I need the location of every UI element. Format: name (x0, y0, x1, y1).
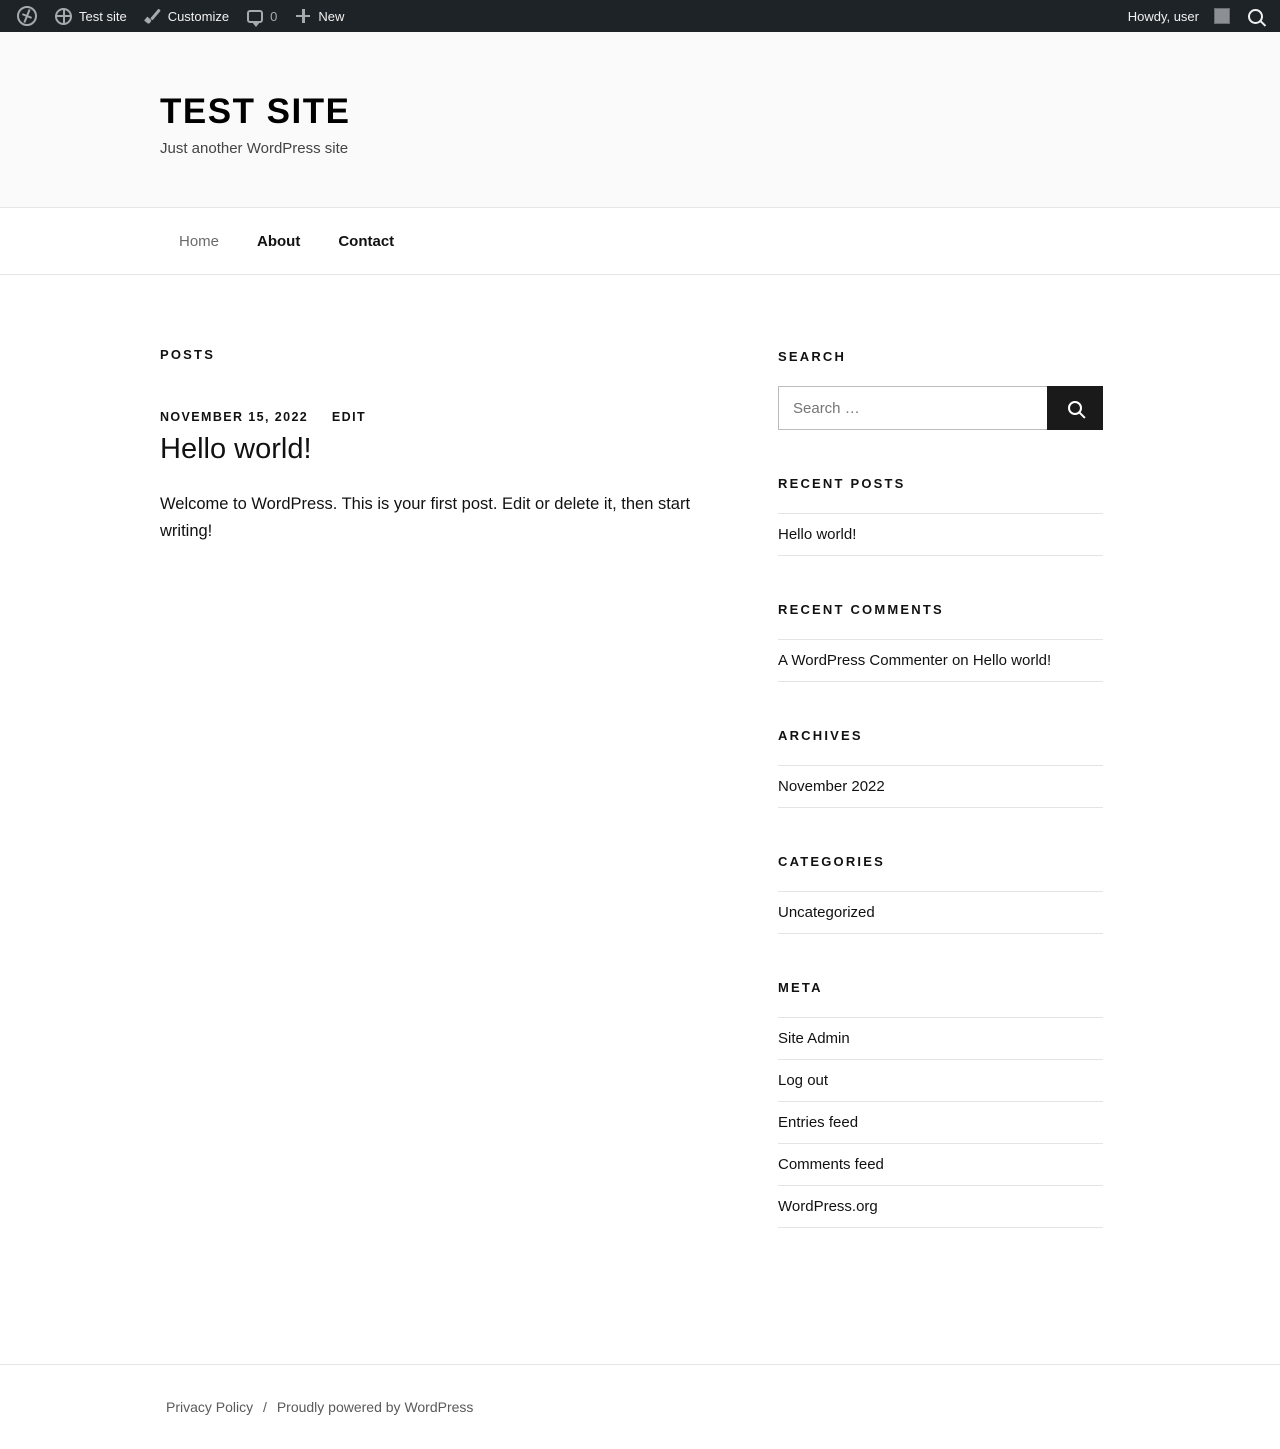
widget-title-recent-posts: RECENT POSTS (778, 476, 906, 491)
widget-search (778, 349, 1103, 430)
page-title[interactable]: TEST SITE (160, 92, 351, 131)
adminbar-customize-label: Customize (167, 8, 230, 24)
site-description: Just another WordPress site (160, 140, 349, 157)
site-footer (0, 1364, 1280, 1449)
comment-on-word: on (951, 652, 969, 669)
avatar (1214, 8, 1230, 24)
nav-link-about[interactable]: About (257, 233, 301, 250)
content-area (0, 275, 1280, 1364)
widget-title-categories: CATEGORIES (778, 854, 885, 869)
post-content (160, 491, 730, 544)
search-form (778, 386, 1103, 430)
list-item[interactable] (778, 1102, 1103, 1144)
adminbar-right-group (1119, 0, 1272, 32)
adminbar-new-label: New (318, 8, 345, 24)
sidebar (778, 347, 1103, 1274)
wordpress-logo-icon (17, 6, 37, 26)
nav-link-contact[interactable]: Contact (338, 233, 395, 250)
plus-icon (295, 8, 311, 24)
brush-icon (145, 8, 161, 24)
nav-item-about[interactable] (238, 225, 319, 258)
adminbar-search[interactable] (1239, 0, 1272, 32)
list-item (778, 639, 1103, 682)
admin-bar (0, 0, 1280, 32)
list-item[interactable] (778, 1060, 1103, 1102)
posts-section-label: POSTS (160, 347, 216, 362)
post-article (160, 410, 730, 544)
search-input[interactable] (778, 386, 1047, 430)
comment-count: 0 (270, 8, 278, 24)
recent-posts-list (778, 513, 1103, 556)
meta-link-site-admin[interactable]: Site Admin (778, 1030, 850, 1047)
howdy-label: Howdy, user (1127, 8, 1199, 24)
list-item[interactable] (778, 1144, 1103, 1186)
site-header (0, 32, 1280, 208)
adminbar-my-account[interactable] (1119, 0, 1239, 32)
post-title[interactable]: Hello world! (160, 433, 312, 465)
list-item[interactable] (778, 1186, 1103, 1228)
archives-list (778, 765, 1103, 808)
meta-link-entries-feed[interactable]: Entries feed (778, 1114, 859, 1131)
list-item[interactable] (778, 1017, 1103, 1060)
footer-credits (166, 1399, 1120, 1415)
primary-navigation (0, 208, 1280, 275)
post-date-link[interactable]: NOVEMBER 15, 2022 (160, 410, 309, 424)
comment-icon (247, 10, 263, 23)
post-excerpt: Welcome to WordPress. This is your first post. Edit or delete it, then start writing! (160, 494, 691, 540)
meta-link-log-out[interactable]: Log out (778, 1072, 829, 1089)
search-button[interactable] (1047, 386, 1103, 430)
list-item[interactable] (778, 891, 1103, 934)
meta-list (778, 1017, 1103, 1228)
comment-author[interactable]: A WordPress Commenter (778, 652, 948, 669)
adminbar-customize[interactable] (136, 0, 238, 32)
comment-post-link[interactable]: Hello world! (972, 652, 1052, 669)
footer-separator: / (263, 1399, 267, 1415)
wp-logo-menu[interactable] (8, 0, 46, 32)
list-item[interactable] (778, 765, 1103, 808)
widget-title-search: SEARCH (778, 349, 847, 364)
recent-post-link[interactable]: Hello world! (778, 526, 857, 543)
widget-recent-comments (778, 602, 1103, 682)
home-icon (55, 8, 72, 25)
nav-item-home[interactable] (160, 225, 238, 258)
adminbar-new-content[interactable] (286, 0, 353, 32)
widget-categories (778, 854, 1103, 934)
nav-link-home[interactable]: Home (179, 233, 220, 250)
widget-title-meta: META (778, 980, 823, 995)
meta-link-wordpress-org[interactable]: WordPress.org (778, 1198, 878, 1215)
adminbar-site-name-label: Test site (79, 8, 127, 24)
widget-title-recent-comments: RECENT COMMENTS (778, 602, 944, 617)
list-item[interactable] (778, 513, 1103, 556)
search-icon (1068, 401, 1082, 415)
recent-comments-list (778, 639, 1103, 682)
archive-link[interactable]: November 2022 (778, 778, 885, 795)
main-posts-column (160, 347, 730, 1274)
adminbar-site-name[interactable] (46, 0, 136, 32)
post-meta (160, 410, 730, 424)
search-icon (1248, 9, 1263, 24)
categories-list (778, 891, 1103, 934)
privacy-policy-link[interactable]: Privacy Policy (166, 1399, 254, 1415)
category-link[interactable]: Uncategorized (778, 904, 875, 921)
widget-archives (778, 728, 1103, 808)
post-edit-link[interactable]: EDIT (331, 410, 366, 424)
widget-title-archives: ARCHIVES (778, 728, 863, 743)
powered-by-link[interactable]: Proudly powered by WordPress (276, 1399, 474, 1415)
widget-meta (778, 980, 1103, 1228)
meta-link-comments-feed[interactable]: Comments feed (778, 1156, 884, 1173)
nav-list (160, 225, 413, 258)
nav-item-contact[interactable] (319, 225, 413, 258)
widget-recent-posts (778, 476, 1103, 556)
adminbar-comments[interactable] (238, 0, 286, 32)
